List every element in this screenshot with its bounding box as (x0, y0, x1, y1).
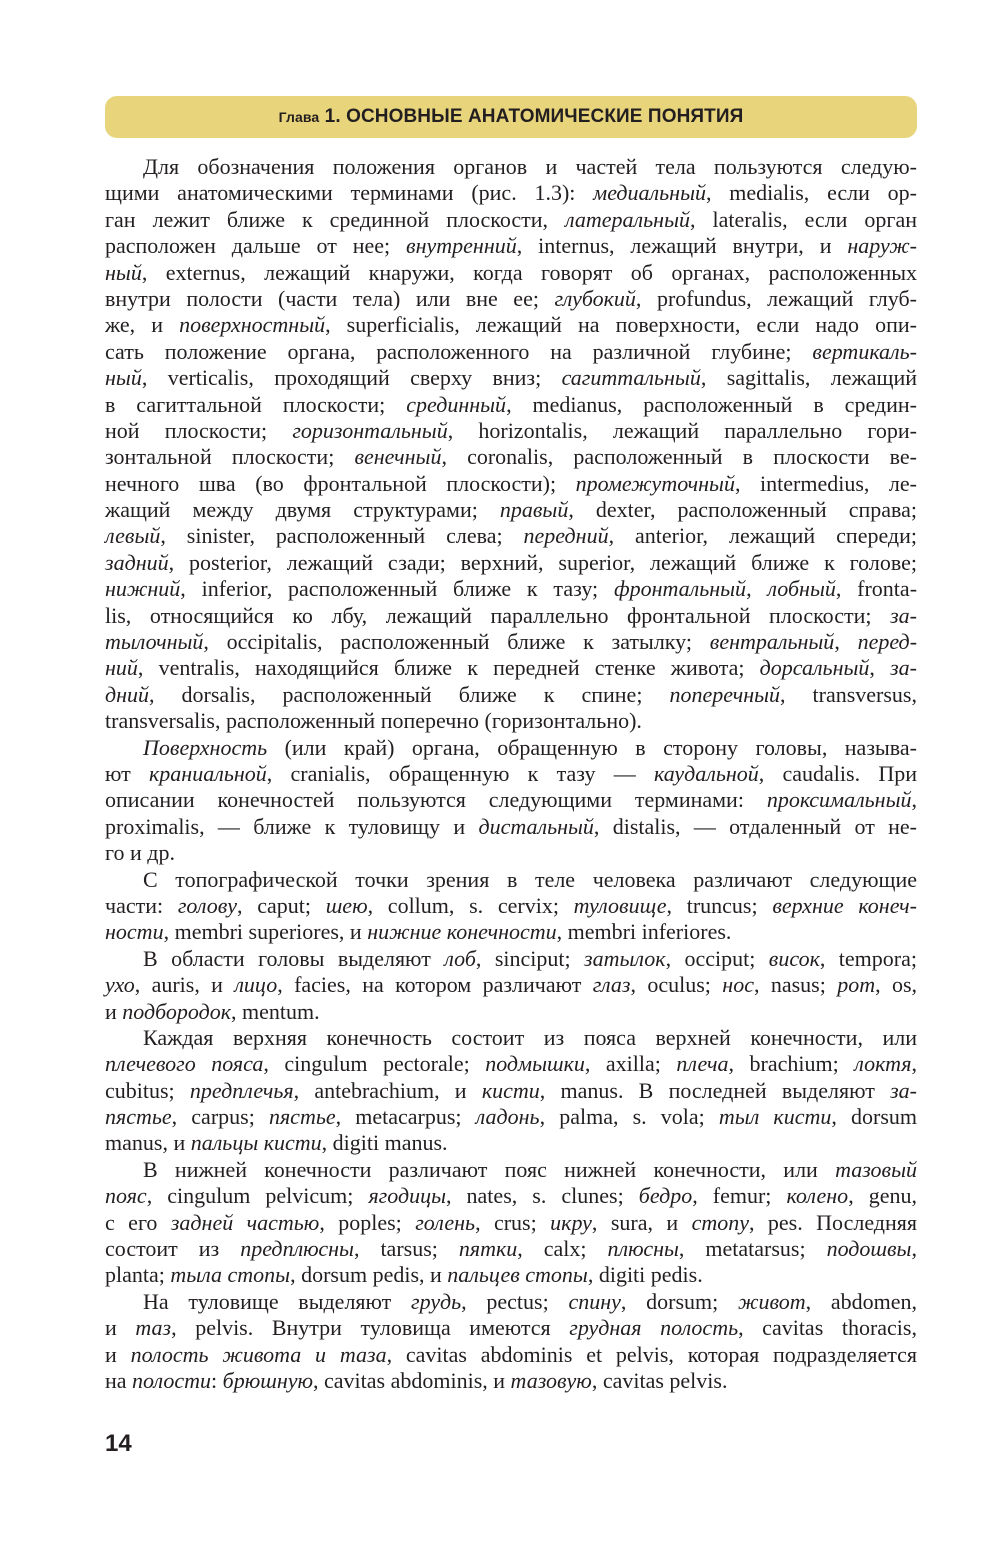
italic-term: глаз (592, 972, 631, 998)
text-line (105, 576, 917, 602)
chapter-title: 1. ОСНОВНЫЕ АНАТОМИЧЕСКИЕ ПОНЯТИЯ (324, 106, 744, 127)
text-segment: В нижней конечности различают пояс нижней конечности, или (143, 1156, 836, 1182)
text-segment: , poples; (319, 1209, 416, 1235)
text-segment: , lateralis, если орган (689, 206, 917, 232)
text-line (105, 523, 917, 549)
italic-term: тазовую (510, 1367, 592, 1393)
text-segment: , genu, (848, 1183, 917, 1209)
italic-term: Поверхность (143, 734, 268, 760)
italic-term: лоб (444, 945, 476, 971)
text-segment: , distalis, — отдаленный от не- (593, 813, 918, 839)
text-line (105, 946, 917, 972)
text-line (105, 919, 917, 945)
text-segment: , medialis, если ор- (705, 180, 917, 206)
text-line (105, 1262, 917, 1288)
text-segment: , sinciput; (475, 945, 585, 971)
text-line (105, 1289, 917, 1315)
italic-term: тыла стопы (170, 1262, 291, 1288)
italic-term: плюсны (607, 1236, 679, 1262)
text-line (105, 1315, 917, 1341)
text-segment: , truncus; (666, 892, 773, 918)
italic-term: дний (105, 681, 150, 707)
text-segment: , antebrachium, и (293, 1077, 482, 1103)
text-line (105, 972, 917, 998)
italic-term: внутренний (406, 233, 517, 259)
page-number: 14 (105, 1430, 132, 1457)
italic-term: ухо (105, 972, 135, 998)
text-segment: , (911, 1051, 917, 1077)
text-segment: , digiti manus. (321, 1130, 448, 1156)
text-line (105, 286, 917, 312)
italic-term: ягодицы (368, 1183, 446, 1209)
italic-term: задний (105, 549, 169, 575)
text-segment: (или край) органа, обращенную в сторону головы, называ- (267, 734, 917, 760)
text-line (105, 761, 917, 787)
italic-term: дорсальный (759, 655, 870, 681)
italic-term: поперечный (669, 681, 781, 707)
text-segment: , caudalis. При (758, 760, 917, 786)
text-line (105, 1051, 917, 1077)
text-segment: , cavitas thoracis, (738, 1315, 917, 1341)
italic-term: промежуточный (575, 470, 735, 496)
text-segment: , oculus; (630, 972, 723, 998)
text-line (105, 787, 917, 813)
text-line (105, 1130, 917, 1156)
text-segment: , occipitalis, расположенный ближе к затылку; (203, 629, 710, 655)
text-segment: , mentum. (231, 998, 320, 1024)
text-segment: , dorsum pedis, и (290, 1262, 448, 1288)
text-segment: , transversus, (780, 681, 917, 707)
italic-term: срединный (406, 391, 507, 417)
italic-term: ности (105, 919, 164, 945)
text-segment: , (746, 576, 768, 602)
text-segment: : (211, 1367, 223, 1393)
text-segment: , membri superiores, и (163, 919, 368, 945)
italic-term: тазовый (835, 1156, 917, 1182)
italic-term: предплюсны (240, 1236, 354, 1262)
text-line (105, 233, 917, 259)
text-segment: , ventralis, находящийся ближе к передней стенке живота; (137, 655, 760, 681)
text-segment: , dorsum (831, 1104, 917, 1130)
text-line (105, 629, 917, 655)
text-line (105, 1078, 917, 1104)
text-line (105, 1236, 917, 1262)
italic-term: полость живота и таза (130, 1341, 387, 1367)
text-segment: , (869, 655, 891, 681)
text-line (105, 840, 917, 866)
text-segment: proximalis, — ближе к туловищу и (105, 813, 479, 839)
text-segment: состоит из (105, 1236, 241, 1262)
text-segment: , facies, на котором различают (277, 972, 593, 998)
italic-term: сагиттальный (561, 365, 701, 391)
italic-term: нос (722, 972, 754, 998)
paragraph (105, 946, 917, 1025)
text-segment: , nates, s. clunes; (446, 1183, 639, 1209)
italic-term: подошвы (826, 1236, 912, 1262)
text-segment: щими анатомическими терминами (рис. 1.3): (105, 180, 594, 206)
text-line (105, 867, 917, 893)
text-segment: же, и (105, 312, 180, 338)
text-segment: , os, (875, 972, 917, 998)
text-segment: , carpus; (171, 1104, 269, 1130)
text-segment: , pelvis. Внутри туловища имеются (171, 1315, 570, 1341)
italic-term: голову (177, 892, 238, 918)
text-segment: , intermedius, ле- (734, 470, 918, 496)
text-segment: го и др. (105, 840, 175, 866)
text-segment: , coronalis, расположенный в плоскости ве- (441, 444, 918, 470)
text-line (105, 1342, 917, 1368)
text-line (105, 893, 917, 919)
text-segment: , cavitas abdominis, и (313, 1367, 511, 1393)
text-segment: На туловище выделяют (143, 1288, 412, 1314)
text-segment: , nasus; (753, 972, 838, 998)
text-segment: , superficialis, лежащий на поверхности, если надо опи- (325, 312, 917, 338)
italic-term: ный (105, 365, 142, 391)
italic-term: вертикаль- (812, 338, 917, 364)
italic-term: лобный (767, 576, 836, 602)
text-segment: в сагиттальной плоскости; (105, 391, 407, 417)
text-segment: , (834, 629, 858, 655)
italic-term: висок (768, 945, 820, 971)
text-segment: , digiti pedis. (587, 1262, 703, 1288)
text-segment: ют (105, 760, 150, 786)
italic-term: лицо (234, 972, 278, 998)
text-segment: и (105, 998, 123, 1024)
text-segment: , verticalis, проходящий сверху вниз; (141, 365, 562, 391)
text-line (105, 471, 917, 497)
text-segment: , dexter, расположенный справа; (568, 497, 917, 523)
text-segment: ной плоскости; (105, 417, 293, 443)
text-segment: , (911, 1236, 917, 1262)
text-segment: , horizontalis, лежащий параллельно гори- (447, 417, 917, 443)
text-line (105, 365, 917, 391)
italic-term: локтя (854, 1051, 912, 1077)
text-segment: Каждая верхняя конечность состоит из пояса верхней конечности, или (143, 1024, 917, 1050)
text-segment: и (105, 1315, 136, 1341)
italic-term: фронтальный (613, 576, 747, 602)
text-line (105, 207, 917, 233)
text-segment: , occiput; (665, 945, 769, 971)
text-segment: transversalis, расположенный поперечно (горизонтально). (105, 708, 642, 734)
text-segment: ган лежит ближе к срединной плоскости, (105, 206, 566, 232)
text-segment: сать положение органа, расположенного на различной глубине; (105, 338, 813, 364)
text-segment: lis, относящийся ко лбу, лежащий параллельно фронтальной плоскости; (105, 602, 891, 628)
italic-term: предплечья (189, 1077, 294, 1103)
text-segment: , cavitas abdominis et pelvis, которая подразделяется (386, 1341, 917, 1367)
text-segment: , dorsum; (620, 1288, 738, 1314)
text-segment: , calx; (517, 1236, 608, 1262)
italic-term: дистальный (478, 813, 594, 839)
text-segment: , pes. Последняя (749, 1209, 918, 1235)
italic-term: венечный (354, 444, 442, 470)
text-line (105, 1368, 917, 1394)
italic-term: перед- (857, 629, 918, 655)
italic-term: рот (837, 972, 876, 998)
italic-term: подмышки (485, 1051, 585, 1077)
italic-term: пальцы кисти (190, 1130, 322, 1156)
italic-term: шею (325, 892, 368, 918)
text-segment: , caput; (237, 892, 326, 918)
italic-term: нижний (105, 576, 181, 602)
italic-term: туловище (573, 892, 667, 918)
italic-term: стопу (691, 1209, 749, 1235)
italic-term: полости (132, 1367, 212, 1393)
text-segment: , tarsus; (353, 1236, 459, 1262)
chapter-header-bar (105, 96, 917, 138)
paragraph (105, 735, 917, 867)
italic-term: правый (499, 497, 569, 523)
italic-term: бедро (638, 1183, 693, 1209)
text-line (105, 735, 917, 761)
text-line (105, 180, 917, 206)
text-line (105, 1025, 917, 1051)
text-segment: , medianus, расположенный в средин- (506, 391, 917, 417)
text-segment: , dorsalis, расположенный ближе к спине; (149, 681, 670, 707)
italic-term: глубокий (554, 285, 636, 311)
italic-term: кисти (481, 1077, 540, 1103)
italic-term: брюшную (222, 1367, 314, 1393)
text-line (105, 497, 917, 523)
text-line (105, 1157, 917, 1183)
italic-term: тылочный (105, 629, 204, 655)
text-segment: , pectus; (461, 1288, 569, 1314)
italic-term: икру (550, 1209, 592, 1235)
text-segment: , femur; (692, 1183, 787, 1209)
italic-term: медиальный (593, 180, 706, 206)
text-segment: , sinister, расположенный слева; (160, 523, 524, 549)
text-line (105, 1210, 917, 1236)
text-line (105, 154, 917, 180)
text-line (105, 1183, 917, 1209)
text-segment: С топографической точки зрения в теле человека различают следующие (143, 866, 917, 892)
text-line (105, 418, 917, 444)
text-segment: жащий между двумя структурами; (105, 497, 500, 523)
italic-term: горизонтальный (292, 417, 448, 443)
text-segment: , auris, и (134, 972, 235, 998)
italic-term: нижние конечности (367, 919, 557, 945)
italic-term: пальцев стопы (447, 1262, 588, 1288)
text-segment: , sagittalis, лежащий (700, 365, 917, 391)
italic-term: живот (737, 1288, 806, 1314)
italic-term: колено (786, 1183, 849, 1209)
italic-term: тыл кисти (718, 1104, 832, 1130)
italic-term: ладонь (475, 1104, 540, 1130)
text-segment: с его (105, 1209, 171, 1235)
italic-term: латеральный (565, 206, 690, 232)
text-segment: , cranialis, обращенную к тазу — (266, 760, 654, 786)
text-segment: , tempora; (819, 945, 917, 971)
text-segment: , externus, лежащий кнаружи, когда говорят об органах, расположенных (141, 259, 917, 285)
italic-term: поверхностный (179, 312, 326, 338)
italic-term: ний (105, 655, 138, 681)
text-segment: manus, и (105, 1130, 191, 1156)
text-segment: , collum, s. cervix; (367, 892, 574, 918)
text-segment: cubitus; (105, 1077, 190, 1103)
italic-term: каудальной (653, 760, 759, 786)
text-segment: , anterior, лежащий спереди; (608, 523, 918, 549)
text-segment: , brachium; (728, 1051, 855, 1077)
paragraph (105, 1157, 917, 1289)
italic-term: вентральный (709, 629, 835, 655)
text-segment: части: (105, 892, 178, 918)
text-segment: зонтальной плоскости; (105, 444, 355, 470)
text-segment: Для обозначения положения органов и частей тела пользуются следую- (143, 154, 917, 179)
italic-term: передний (523, 523, 609, 549)
text-segment: , cavitas pelvis. (591, 1367, 728, 1393)
text-segment: , manus. В последней выделяют (539, 1077, 891, 1103)
italic-term: наруж- (847, 233, 917, 259)
text-segment: , metacarpus; (335, 1104, 476, 1130)
text-segment: , metatarsus; (678, 1236, 827, 1262)
italic-term: верхние конеч- (772, 892, 917, 918)
italic-term: грудная полость (569, 1315, 739, 1341)
text-segment: , posterior, лежащий сзади; верхний, superior, лежащий ближе к голове; (168, 549, 917, 575)
italic-term: за- (890, 1077, 917, 1103)
paragraph (105, 1025, 917, 1157)
text-segment: planta; (105, 1262, 171, 1288)
text-segment: В области головы выделяют (143, 945, 445, 971)
text-segment: , internus, лежащий внутри, и (516, 233, 848, 259)
text-segment: внутри полости (части тела) или вне ее; (105, 285, 555, 311)
italic-term: грудь (411, 1288, 462, 1314)
italic-term: пястье (105, 1104, 172, 1130)
text-segment: , palma, s. vola; (539, 1104, 719, 1130)
text-line (105, 999, 917, 1025)
italic-term: задней частью (170, 1209, 320, 1235)
text-line (105, 339, 917, 365)
italic-term: пояс (105, 1183, 147, 1209)
italic-term: проксимальный (766, 787, 912, 813)
text-segment: , inferior, расположенный ближе к тазу; (180, 576, 614, 602)
text-segment: , cingulum pectorale; (263, 1051, 486, 1077)
italic-term: за- (890, 655, 917, 681)
text-segment: , cingulum pelvicum; (146, 1183, 369, 1209)
italic-term: пястье (268, 1104, 336, 1130)
text-segment: , membri inferiores. (556, 919, 732, 945)
text-segment: описании конечностей пользуются следующими терминами: (105, 787, 767, 813)
paragraph (105, 867, 917, 946)
italic-term: спину (568, 1288, 621, 1314)
italic-term: краниальной (149, 760, 267, 786)
paragraph (105, 1289, 917, 1395)
italic-term: таз (135, 1315, 172, 1341)
text-line (105, 655, 917, 681)
italic-term: подбородок (122, 998, 232, 1024)
paragraph (105, 154, 917, 735)
text-segment: нечного шва (во фронтальной плоскости); (105, 470, 576, 496)
chapter-prefix: Глава (278, 109, 320, 125)
italic-term: пятки (458, 1236, 518, 1262)
italic-term: затылок (584, 945, 666, 971)
text-line (105, 603, 917, 629)
italic-term: за- (890, 602, 917, 628)
text-segment: и (105, 1341, 131, 1367)
italic-term: плеча (676, 1051, 729, 1077)
text-line (105, 312, 917, 338)
text-line (105, 550, 917, 576)
text-line (105, 682, 917, 708)
italic-term: ный (105, 259, 142, 285)
body-text (105, 154, 917, 1394)
text-segment: , abdomen, (805, 1288, 917, 1314)
text-segment: , axilla; (584, 1051, 677, 1077)
text-segment: , profundus, лежащий глуб- (635, 285, 918, 311)
text-line (105, 1104, 917, 1130)
text-segment: , fronta- (835, 576, 918, 602)
text-line (105, 708, 917, 734)
text-segment: , sura, и (591, 1209, 692, 1235)
italic-term: левый (105, 523, 161, 549)
text-line (105, 814, 917, 840)
text-segment: расположен дальше от нее; (105, 233, 407, 259)
text-segment: на (105, 1367, 133, 1393)
italic-term: плечевого пояса (105, 1051, 264, 1077)
italic-term: голень (415, 1209, 476, 1235)
text-segment: , (911, 787, 917, 813)
text-segment: , crus; (475, 1209, 551, 1235)
text-line (105, 260, 917, 286)
text-line (105, 392, 917, 418)
text-line (105, 444, 917, 470)
